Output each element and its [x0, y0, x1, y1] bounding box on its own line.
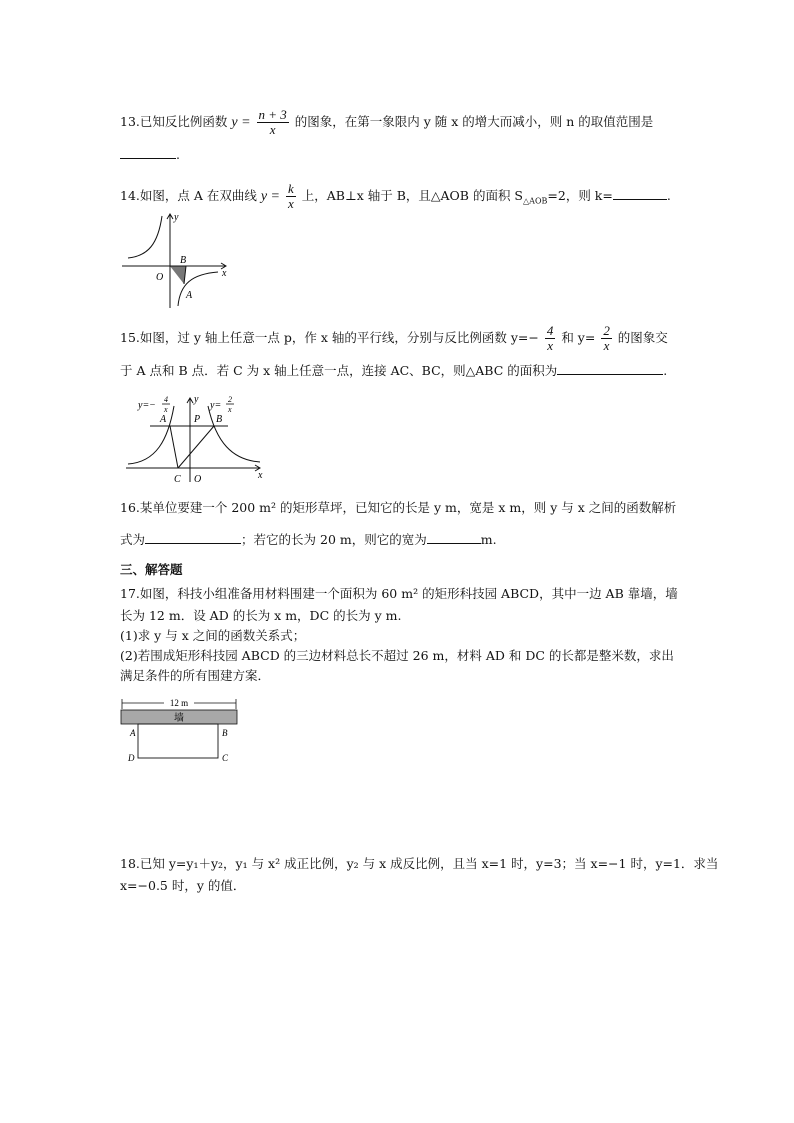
- q14-fraction-denominator: x: [288, 196, 294, 211]
- q14-label-a: A: [186, 290, 193, 301]
- q16-line1: [120, 500, 676, 516]
- q16-answer-blank-1: [145, 531, 241, 544]
- q13-line1: [120, 108, 653, 137]
- q13-fraction: [257, 108, 289, 137]
- q14-hatched-triangle: [170, 266, 186, 284]
- q14-period: .: [666, 188, 671, 203]
- q14-label-b: B: [180, 255, 187, 266]
- q15-label-c: C: [174, 474, 181, 485]
- q15-label-y: y: [194, 394, 199, 405]
- q16-line2-end: m.: [480, 532, 497, 547]
- q14-fraction: [286, 182, 296, 211]
- q18-line1: 18.已知 y=y₁＋y₂，y₁ 与 x² 成正比例，y₂ 与 x 成反比例，且当 x=1 时，y=3；当 x=−1 时，y=1．求当: [120, 856, 719, 871]
- q15-segment-ac: [170, 426, 178, 468]
- q15-label-p: P: [194, 414, 201, 425]
- q17-line4: (2)若围成矩形科技园 ABCD 的三边材料总长不超过 26 m，材料 AD 和 DC 的长都是整米数，求出: [120, 648, 674, 663]
- q13-fraction-numerator: n + 3: [258, 107, 287, 122]
- q14-label-x: x: [222, 268, 227, 279]
- q16-line2-mid: ；若它的长为 20 m，则它的宽为: [241, 532, 427, 547]
- q13-period: .: [176, 147, 180, 162]
- q17-line3: (1)求 y 与 x 之间的函数关系式；: [120, 628, 306, 643]
- q17-figure: [118, 696, 242, 766]
- q13-y-eq: y =: [231, 115, 251, 130]
- q15-label-right-den: x: [228, 405, 232, 414]
- q15-label-right-prefix: y=: [210, 400, 222, 411]
- q15-fraction-1: [545, 324, 556, 353]
- q14-answer-blank: [613, 187, 667, 200]
- q15-prefix: 15.如图，过 y 轴上任意一点 p，作 x 轴的平行线，分别与反比例函数 y=−: [120, 330, 539, 345]
- q15-curve-left: [128, 406, 174, 464]
- q17-line5: 满足条件的所有围建方案．: [120, 668, 271, 683]
- q17-wall-label: 墙: [174, 713, 184, 724]
- q15-label-left-num: 4: [164, 395, 168, 404]
- q15-label-b: B: [216, 414, 223, 425]
- q15-fraction-2-denominator: x: [603, 338, 610, 353]
- q15-segment-bc: [178, 426, 214, 468]
- q13-text: 的图象，在第一象限内 y 随 x 的增大而减小，则 n 的取值范围是: [294, 114, 654, 129]
- q15-label-left-function: [137, 400, 156, 411]
- q15-line2: [120, 362, 667, 379]
- q14-y-eq: y =: [260, 189, 281, 204]
- q14-text-b: =2，则 k=: [547, 188, 613, 203]
- q16-line1-text: 16.某单位要建一个 200 m² 的矩形草坪，已知它的长是 y m，宽是 x m，则 y 与 x 之间的函数解析: [120, 500, 677, 515]
- q15-label-right-function: [209, 400, 221, 411]
- q17-label-d: D: [128, 753, 135, 763]
- q15-label-o: O: [194, 474, 202, 485]
- q13-answer-blank: [120, 146, 176, 159]
- q17-line1: 17.如图，科技小组准备用材料围建一个面积为 60 m² 的矩形科技园 ABCD，其中一边 AB 靠墙，墙: [120, 586, 678, 601]
- q15-label-right-num: 2: [228, 395, 232, 404]
- q15-fraction-1-denominator: x: [547, 338, 553, 353]
- q16-line2-prefix: 式为: [120, 532, 146, 547]
- q16-line2: [120, 531, 497, 548]
- q14-prefix: 14.如图，点 A 在双曲线: [120, 188, 257, 203]
- q15-label-a: A: [160, 414, 167, 425]
- q15-answer-blank: [557, 362, 663, 375]
- q15-line2-text: 于 A 点和 B 点．若 C 为 x 轴上任意一点，连接 AC、BC，则△ABC 的面积为: [120, 363, 558, 378]
- q14-text-a: 上，AB⊥x 轴于 B，且△AOB 的面积 S: [301, 188, 524, 203]
- q15-period: .: [663, 363, 668, 378]
- q17-garden-rectangle: [138, 724, 218, 758]
- q14-label-y: y: [174, 212, 179, 223]
- q17-label-c: C: [222, 753, 229, 763]
- q13-fraction-denominator: x: [269, 122, 276, 137]
- q14-area-subscript: △AOB: [523, 196, 548, 206]
- q15-fraction-1-numerator: 4: [546, 323, 554, 338]
- section-title: 三、解答题: [120, 562, 183, 577]
- q17-dimension-label: 12 m: [169, 698, 189, 708]
- q18-line2: x=−0.5 时，y 的值．: [120, 878, 246, 893]
- q13-prefix: 13.已知反比例函数: [120, 114, 228, 129]
- q15-label-left-prefix: y=−: [138, 400, 156, 411]
- q15-fraction-2-numerator: 2: [603, 323, 610, 338]
- q15-label-left-den: x: [164, 405, 168, 414]
- q15-post: 的图象交: [617, 330, 668, 345]
- q14-figure: [118, 208, 236, 312]
- q15-fraction-2: [601, 324, 612, 353]
- q14-label-o: O: [156, 272, 164, 283]
- q17-label-b: B: [222, 728, 228, 738]
- q15-line1: [120, 324, 668, 353]
- q17-line2: 长为 12 m．设 AD 的长为 x m，DC 的长为 y m.: [120, 608, 402, 623]
- q14-curve-left: [128, 216, 162, 258]
- q17-label-a: A: [130, 728, 136, 738]
- q15-figure: [124, 392, 266, 486]
- q16-answer-blank-2: [427, 531, 481, 544]
- q14-line1: [120, 182, 671, 211]
- q15-mid: 和 y=: [561, 330, 596, 345]
- q15-label-x: x: [258, 470, 263, 481]
- q13-line2: [120, 146, 180, 163]
- q14-fraction-numerator: k: [288, 181, 294, 196]
